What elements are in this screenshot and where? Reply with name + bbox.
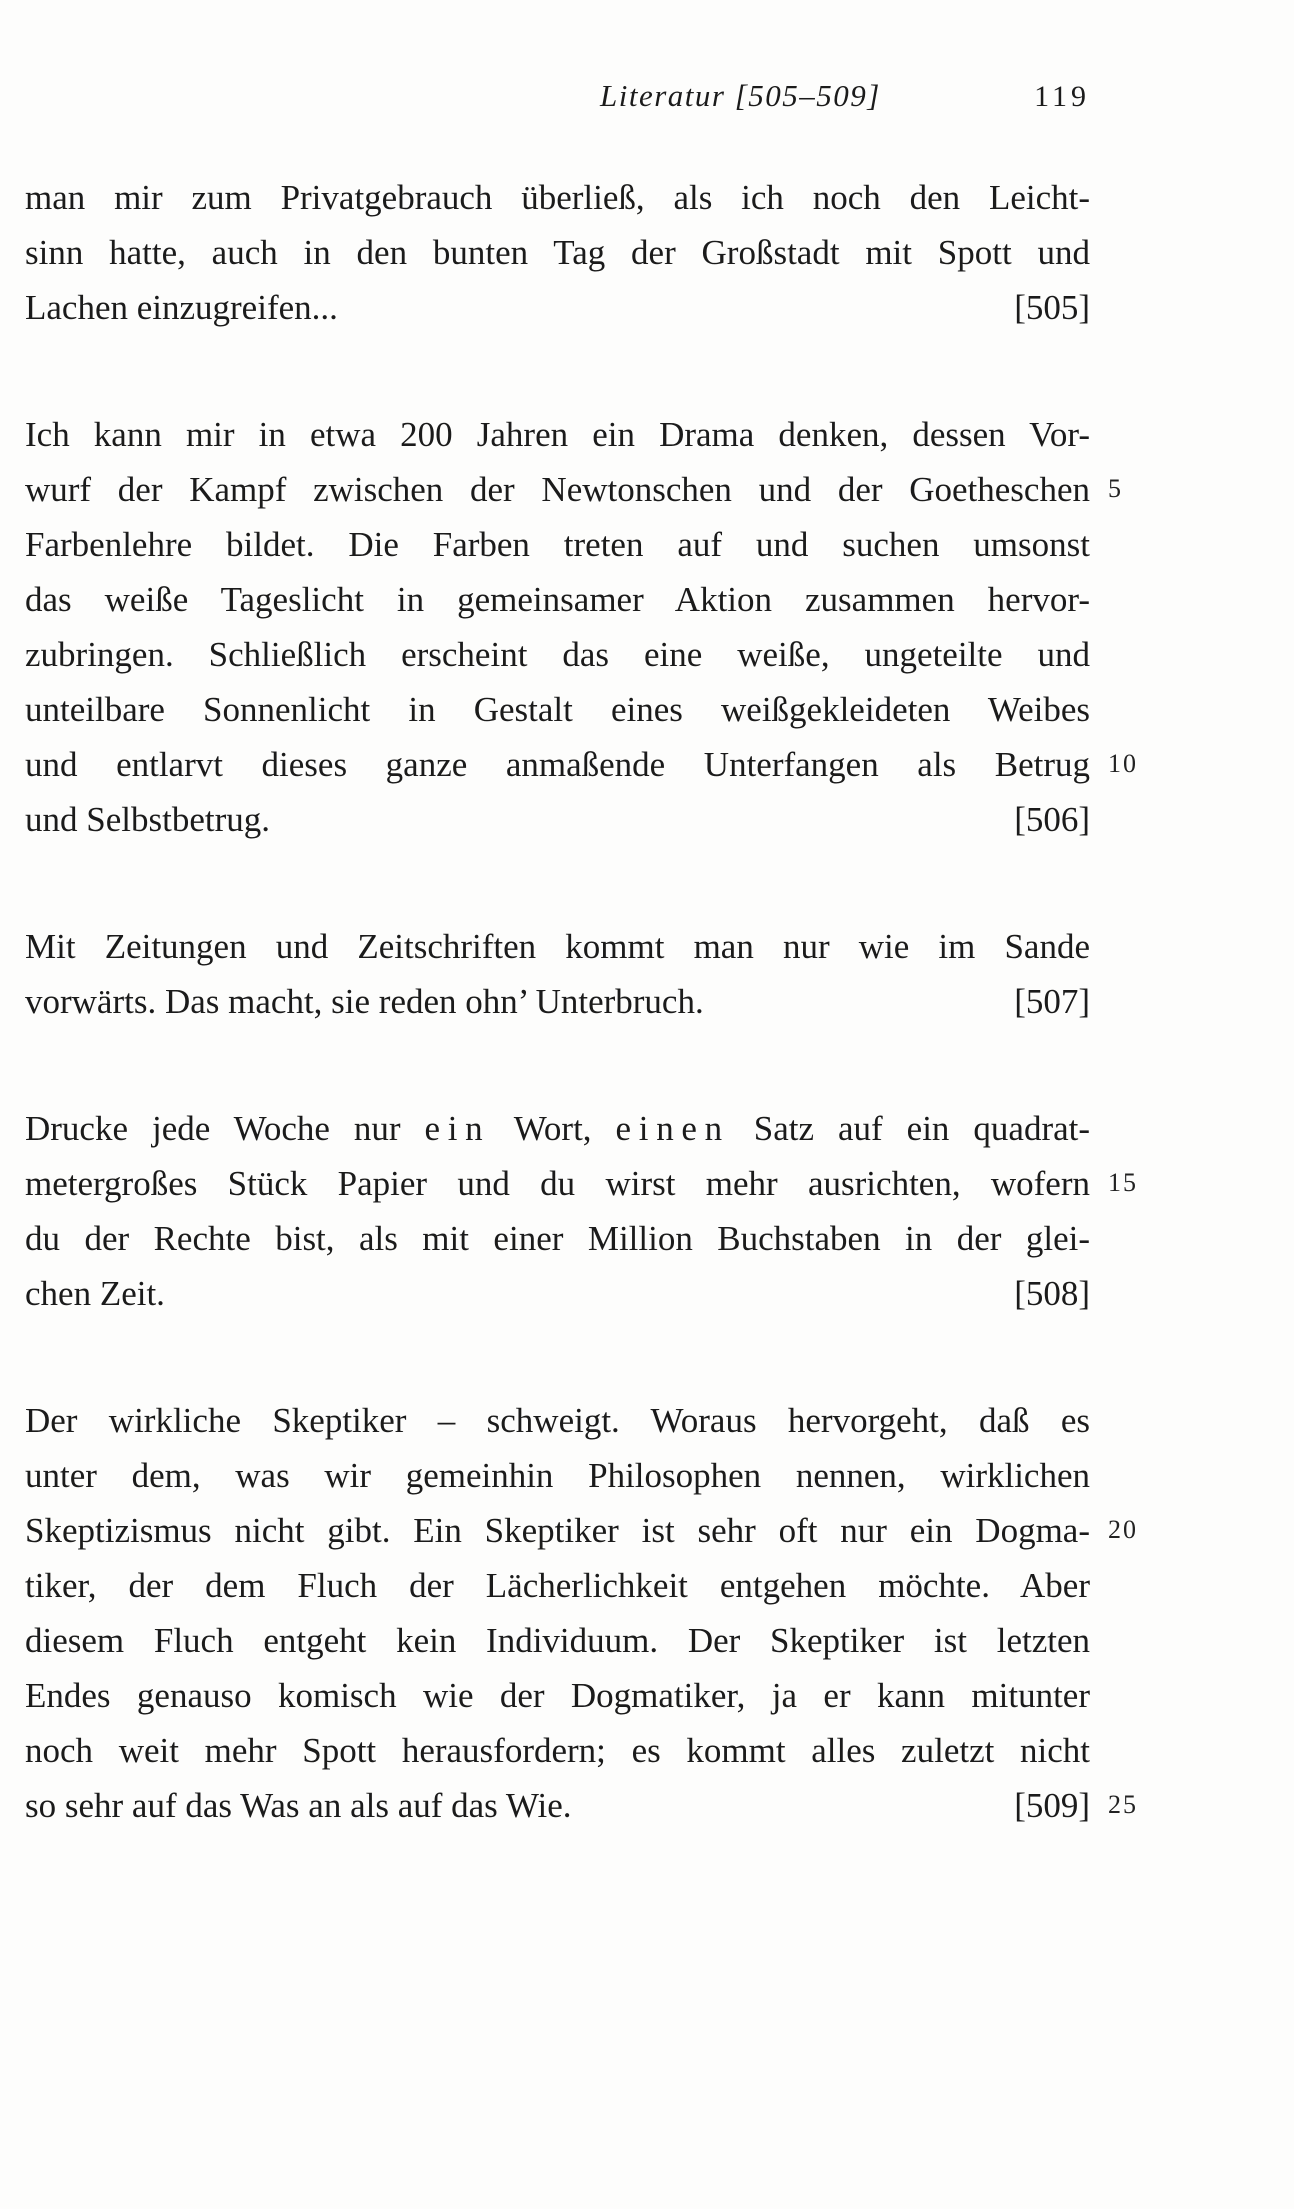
emphasized-word: einen (615, 1109, 730, 1148)
text-line (25, 280, 1090, 335)
text-line: Farbenlehre bildet. Die Farben treten auf und suchen umsonst (25, 525, 1090, 564)
text-line (25, 1778, 1138, 1833)
margin-line-number: 5 (1108, 474, 1123, 503)
text-line: diesem Fluch entgeht kein Individuum. Der Skeptiker ist letzten (25, 1621, 1090, 1660)
aphorism-marker: [506] (1014, 800, 1090, 839)
text-line-content: und Selbstbetrug. (25, 800, 270, 839)
aphorism-marker: [509] (1014, 1786, 1090, 1825)
text-line-content: Skeptizismus nicht gibt. Ein Skeptiker ist sehr oft nur ein Dogma- (25, 1511, 1090, 1550)
text-line-content: wurf der Kampf zwischen der Newtonschen und der Goetheschen (25, 470, 1090, 509)
text-segment: Drucke jede Woche nur (25, 1109, 425, 1148)
text-line-content: so sehr auf das Was an als auf das Wie. (25, 1786, 572, 1825)
aphorism-508 (25, 1101, 1138, 1321)
aphorism-marker: [507] (1014, 982, 1090, 1021)
margin-line-number: 20 (1108, 1515, 1138, 1544)
text-line: du der Rechte bist, als mit einer Million Buchstaben in der glei- (25, 1219, 1090, 1258)
header-title: Literatur [505–509] (600, 78, 881, 113)
aphorism-505 (25, 170, 1090, 335)
text-line (25, 974, 1090, 1029)
aphorism-509 (25, 1393, 1138, 1833)
text-block (25, 170, 1138, 1833)
text-line (25, 737, 1138, 792)
text-line: noch weit mehr Spott herausfordern; es kommt alles zuletzt nicht (25, 1731, 1090, 1770)
text-line: Der wirkliche Skeptiker – schweigt. Woraus hervorgeht, daß es (25, 1401, 1090, 1440)
text-line: Endes genauso komisch wie der Dogmatiker, ja er kann mitunter (25, 1676, 1090, 1715)
text-segment: Wort, (490, 1109, 616, 1148)
page-number: 119 (1034, 80, 1090, 113)
text-line: das weiße Tageslicht in gemeinsamer Aktion zusammen hervor- (25, 580, 1090, 619)
emphasized-word: ein (424, 1109, 491, 1148)
aphorism-marker: [505] (1014, 288, 1090, 327)
text-line: sinn hatte, auch in den bunten Tag der Großstadt mit Spott und (25, 233, 1090, 272)
text-line (25, 1101, 1090, 1156)
text-line-content: Lachen einzugreifen... (25, 288, 338, 327)
text-line: man mir zum Privatgebrauch überließ, als ich noch den Leicht- (25, 178, 1090, 217)
text-line: Ich kann mir in etwa 200 Jahren ein Drama denken, dessen Vor- (25, 415, 1090, 454)
text-line: tiker, der dem Fluch der Lächerlichkeit entgehen möchte. Aber (25, 1566, 1090, 1605)
margin-line-number: 25 (1108, 1790, 1138, 1819)
text-line: unter dem, was wir gemeinhin Philosophen nennen, wirklichen (25, 1456, 1090, 1495)
aphorism-507 (25, 919, 1090, 1029)
text-line (25, 1156, 1138, 1211)
text-line: unteilbare Sonnenlicht in Gestalt eines weißgekleideten Weibes (25, 690, 1090, 729)
text-line (25, 792, 1090, 847)
text-line (25, 1266, 1090, 1321)
text-line-content: vorwärts. Das macht, sie reden ohn’ Unterbruch. (25, 982, 704, 1021)
text-line: Mit Zeitungen und Zeitschriften kommt man nur wie im Sande (25, 927, 1090, 966)
margin-line-number: 10 (1108, 749, 1138, 778)
text-line-content: chen Zeit. (25, 1274, 165, 1313)
text-line-content: metergroßes Stück Papier und du wirst mehr ausrichten, wofern (25, 1164, 1090, 1203)
margin-line-number: 15 (1108, 1168, 1138, 1197)
text-line: zubringen. Schließlich erscheint das eine weiße, ungeteilte und (25, 635, 1090, 674)
aphorism-506 (25, 407, 1138, 847)
text-line (25, 462, 1123, 517)
running-header (25, 78, 1090, 122)
aphorism-marker: [508] (1014, 1274, 1090, 1313)
text-segment: Satz auf ein quadrat- (729, 1109, 1091, 1148)
text-line-content: und entlarvt dieses ganze anmaßende Unterfangen als Betrug (25, 745, 1090, 784)
text-line (25, 1503, 1138, 1558)
